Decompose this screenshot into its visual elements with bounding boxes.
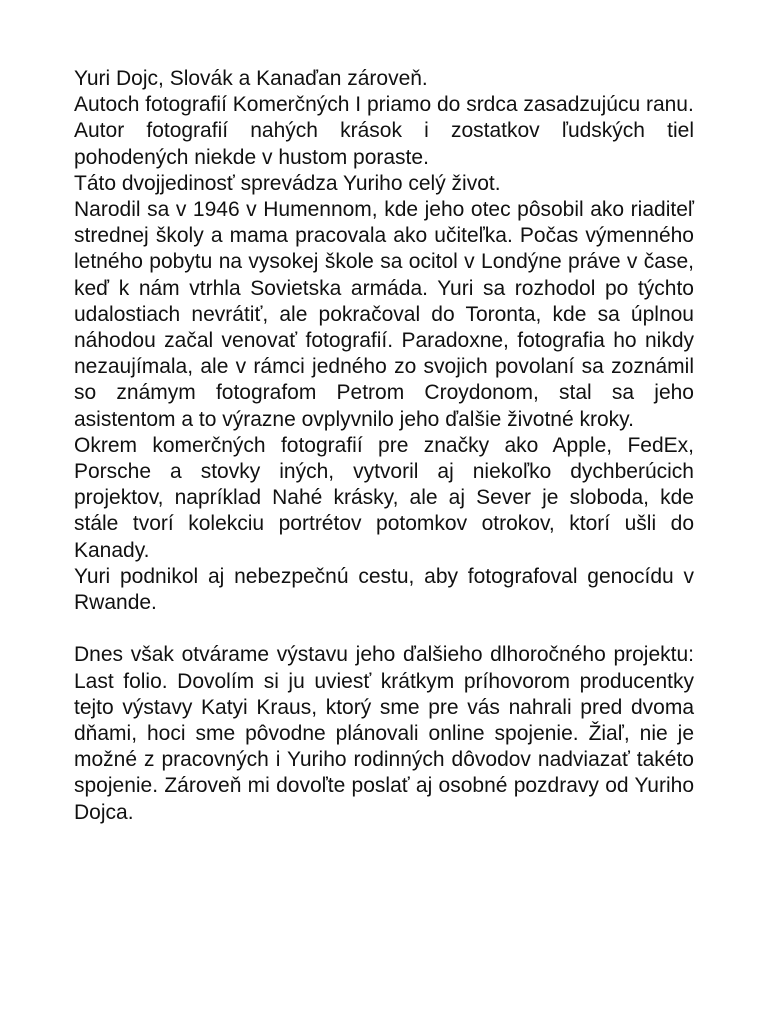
paragraph-spacer	[74, 616, 694, 642]
paragraph-exhibition: Dnes však otvárame výstavu jeho ďalšieho dlhoročného projektu: Last folio. Dovolím si ju uviesť krátkym príhovorom producentky tejto výstavy Katyi Kraus, ktorý sme pre vás nahrali pred dvoma dňami, hoci sme pôvodne plánovali online spojenie. Žiaľ, nie je možné z pracovných i Yuriho rodinných dôvodov nadviazať takéto spojenie. Zároveň mi dovoľte poslať aj osobné pozdravy od Yuriho Dojca.	[74, 643, 694, 824]
paragraph-projects: Okrem komerčných fotografií pre značky ako Apple, FedEx, Porsche a stovky iných, vytvoril aj niekoľko dychberúcich projektov, napríklad Nahé krásky, ale aj Sever je sloboda, kde stále tvorí kolekciu portrétov potomkov otrokov, ktorí ušli do Kanady.	[74, 433, 694, 562]
paragraph-rwanda: Yuri podnikol aj nebezpečnú cestu, aby fotografoval genocídu v Rwande.	[74, 564, 694, 615]
paragraph-author: Autor fotografií nahých krások i zostatkov ľudských tiel pohodených niekde v hustom poraste.	[74, 119, 694, 169]
paragraph-commercial-photos: Autoch fotografií Komerčných I priamo do srdca zasadzujúcu ranu.	[74, 93, 694, 117]
document-page	[74, 66, 694, 826]
paragraph-duality: Táto dvojjedinosť sprevádza Yuriho celý život.	[74, 171, 501, 195]
paragraph-biography: Narodil sa v 1946 v Humennom, kde jeho otec pôsobil ako riaditeľ strednej školy a mama pracovala ako učiteľka. Počas výmenného letného pobytu na vysokej škole sa ocitol v Londýne práve v čase, keď k nám vtrhla Sovietska armáda. Yuri sa rozhodol po týchto udalostiach nevrátiť, ale pokračoval do Toronta, kde sa úplnou náhodou začal venovať fotografií. Paradoxne, fotografia ho nikdy nezaujímala, ale v rámci jedného zo svojich povolaní sa zoznámil so známym fotografom Petrom Croydonom, stal sa jeho asistentom a to výrazne ovplyvnilo jeho ďalšie životné kroky.	[74, 198, 694, 431]
paragraph-intro: Yuri Dojc, Slovák a Kanaďan zároveň.	[74, 67, 428, 90]
